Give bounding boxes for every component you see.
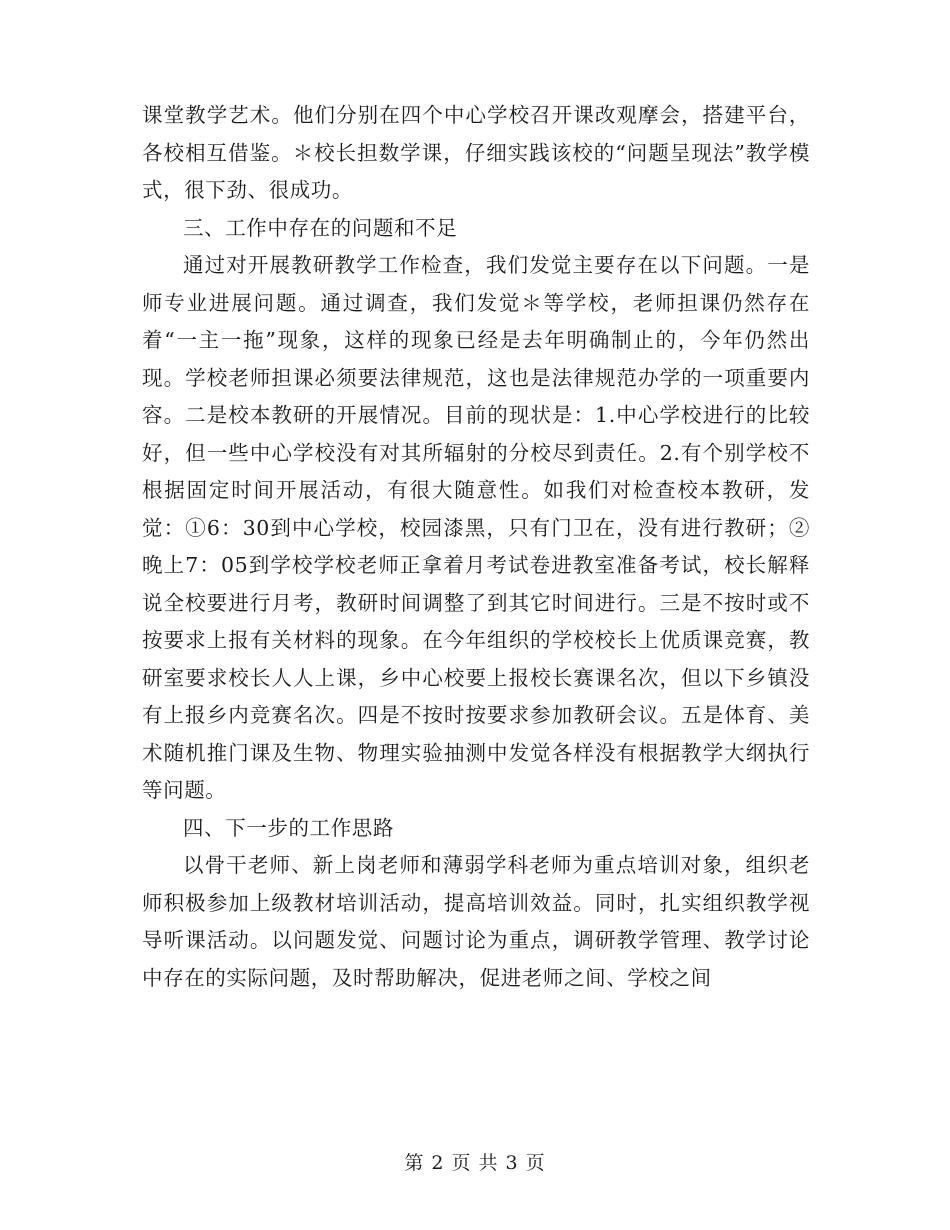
section-heading-next-steps: 四、下一步的工作思路: [183, 815, 394, 840]
page-footer: 第 2 页 共 3 页: [404, 1152, 546, 1174]
paragraph-next-steps: 以骨干老师、新上岗老师和薄弱学科老师为重点培训对象，组织老师积极参加上级教材培训活动，提高培训效益。同时，扎实组织教学视导听课活动。以问题发觉、问题讨论为重点，调研教学管理、教学讨论中存在的实际问题，及时帮助解决，促进老师之间、学校之间: [142, 853, 810, 990]
document-body: [142, 97, 810, 997]
section-heading-problems: 三、工作中存在的问题和不足: [183, 215, 458, 240]
paragraph-problems: 通过对开展教研教学工作检查，我们发觉主要存在以下问题。一是师专业进展问题。通过调查，我们发觉＊等学校，老师担课仍然存在着“一主一拖”现象，这样的现象已经是去年明确制止的，今年仍然出现。学校老师担课必须要法律规范，这也是法律规范办学的一项重要内容。二是校本教研的开展情况。目前的现状是：1.中心学校进行的比较好，但一些中心学校没有对其所辐射的分校尽到责任。2.有个别学校不根据固定时间开展活动，有很大随意性。如我们对检查校本教研，发觉：①6：30到中心学校，校园漆黑，只有门卫在，没有进行教研；②晚上7：05到学校学校老师正拿着月考试卷进教室准备考试，校长解释说全校要进行月考，教研时间调整了到其它时间进行。三是不按时或不按要求上报有关材料的现象。在今年组织的学校校长上优质课竞赛，教研室要求校长人人上课，乡中心校要上报校长赛课名次，但以下乡镇没有上报乡内竞赛名次。四是不按时按要求参加教研会议。五是体育、美术随机推门课及生物、物理实验抽测中发觉各样没有根据教学大纲执行等问题。: [142, 253, 810, 802]
paragraph-continuation: 课堂教学艺术。他们分别在四个中心学校召开课改观摩会，搭建平台，各校相互借鉴。＊校长担数学课，仔细实践该校的“问题呈现法”教学模式，很下劲、很成功。: [142, 103, 810, 202]
